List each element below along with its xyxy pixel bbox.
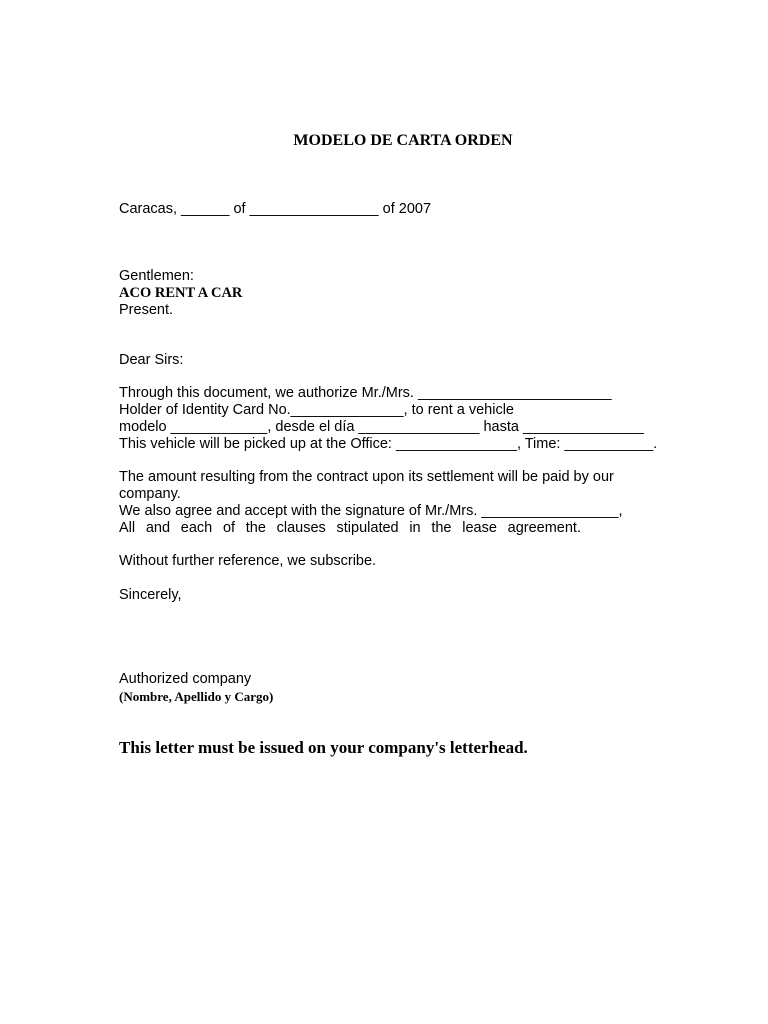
salutation: Dear Sirs:	[119, 352, 184, 368]
signature-label: Authorized company	[119, 671, 252, 687]
body-line-2: Holder of Identity Card No.______________, to rent a vehicle	[119, 402, 514, 418]
sign-off: Sincerely,	[119, 587, 182, 603]
word: in	[409, 520, 421, 536]
document-title: MODELO DE CARTA ORDEN	[293, 132, 513, 149]
body-line-5: The amount resulting from the contract upon its settlement will be paid by our	[119, 469, 614, 485]
word: agreement.	[507, 520, 581, 536]
word: lease	[462, 520, 497, 536]
body-line-6: company.	[119, 486, 181, 502]
word: of	[222, 520, 236, 536]
addressee-company: ACO RENT A CAR	[119, 285, 243, 301]
word: and	[145, 520, 171, 536]
word: the	[431, 520, 452, 536]
word: stipulated	[336, 520, 399, 536]
closing-line: Without further reference, we subscribe.	[119, 553, 377, 569]
body-line-1: Through this document, we authorize Mr./Mrs. ________________________	[119, 385, 612, 401]
addressee-present: Present.	[119, 302, 173, 318]
signature-sub: (Nombre, Apellido y Cargo)	[119, 689, 274, 704]
body-line-7: We also agree and accept with the signature of Mr./Mrs. _________________,	[119, 503, 623, 519]
body-line-8	[119, 520, 581, 537]
word: All	[119, 520, 136, 536]
letterhead-note: This letter must be issued on your company's letterhead.	[119, 738, 528, 757]
greeting-label: Gentlemen:	[119, 268, 194, 284]
body-line-3: modelo ____________, desde el día _______________ hasta _______________	[119, 419, 644, 435]
date-line: Caracas, ______ of ________________ of 2007	[119, 201, 432, 217]
word: the	[245, 520, 266, 536]
body-line-4: This vehicle will be picked up at the Office: _______________, Time: ___________.	[119, 436, 658, 452]
word: each	[180, 520, 213, 536]
word: clauses	[276, 520, 326, 536]
